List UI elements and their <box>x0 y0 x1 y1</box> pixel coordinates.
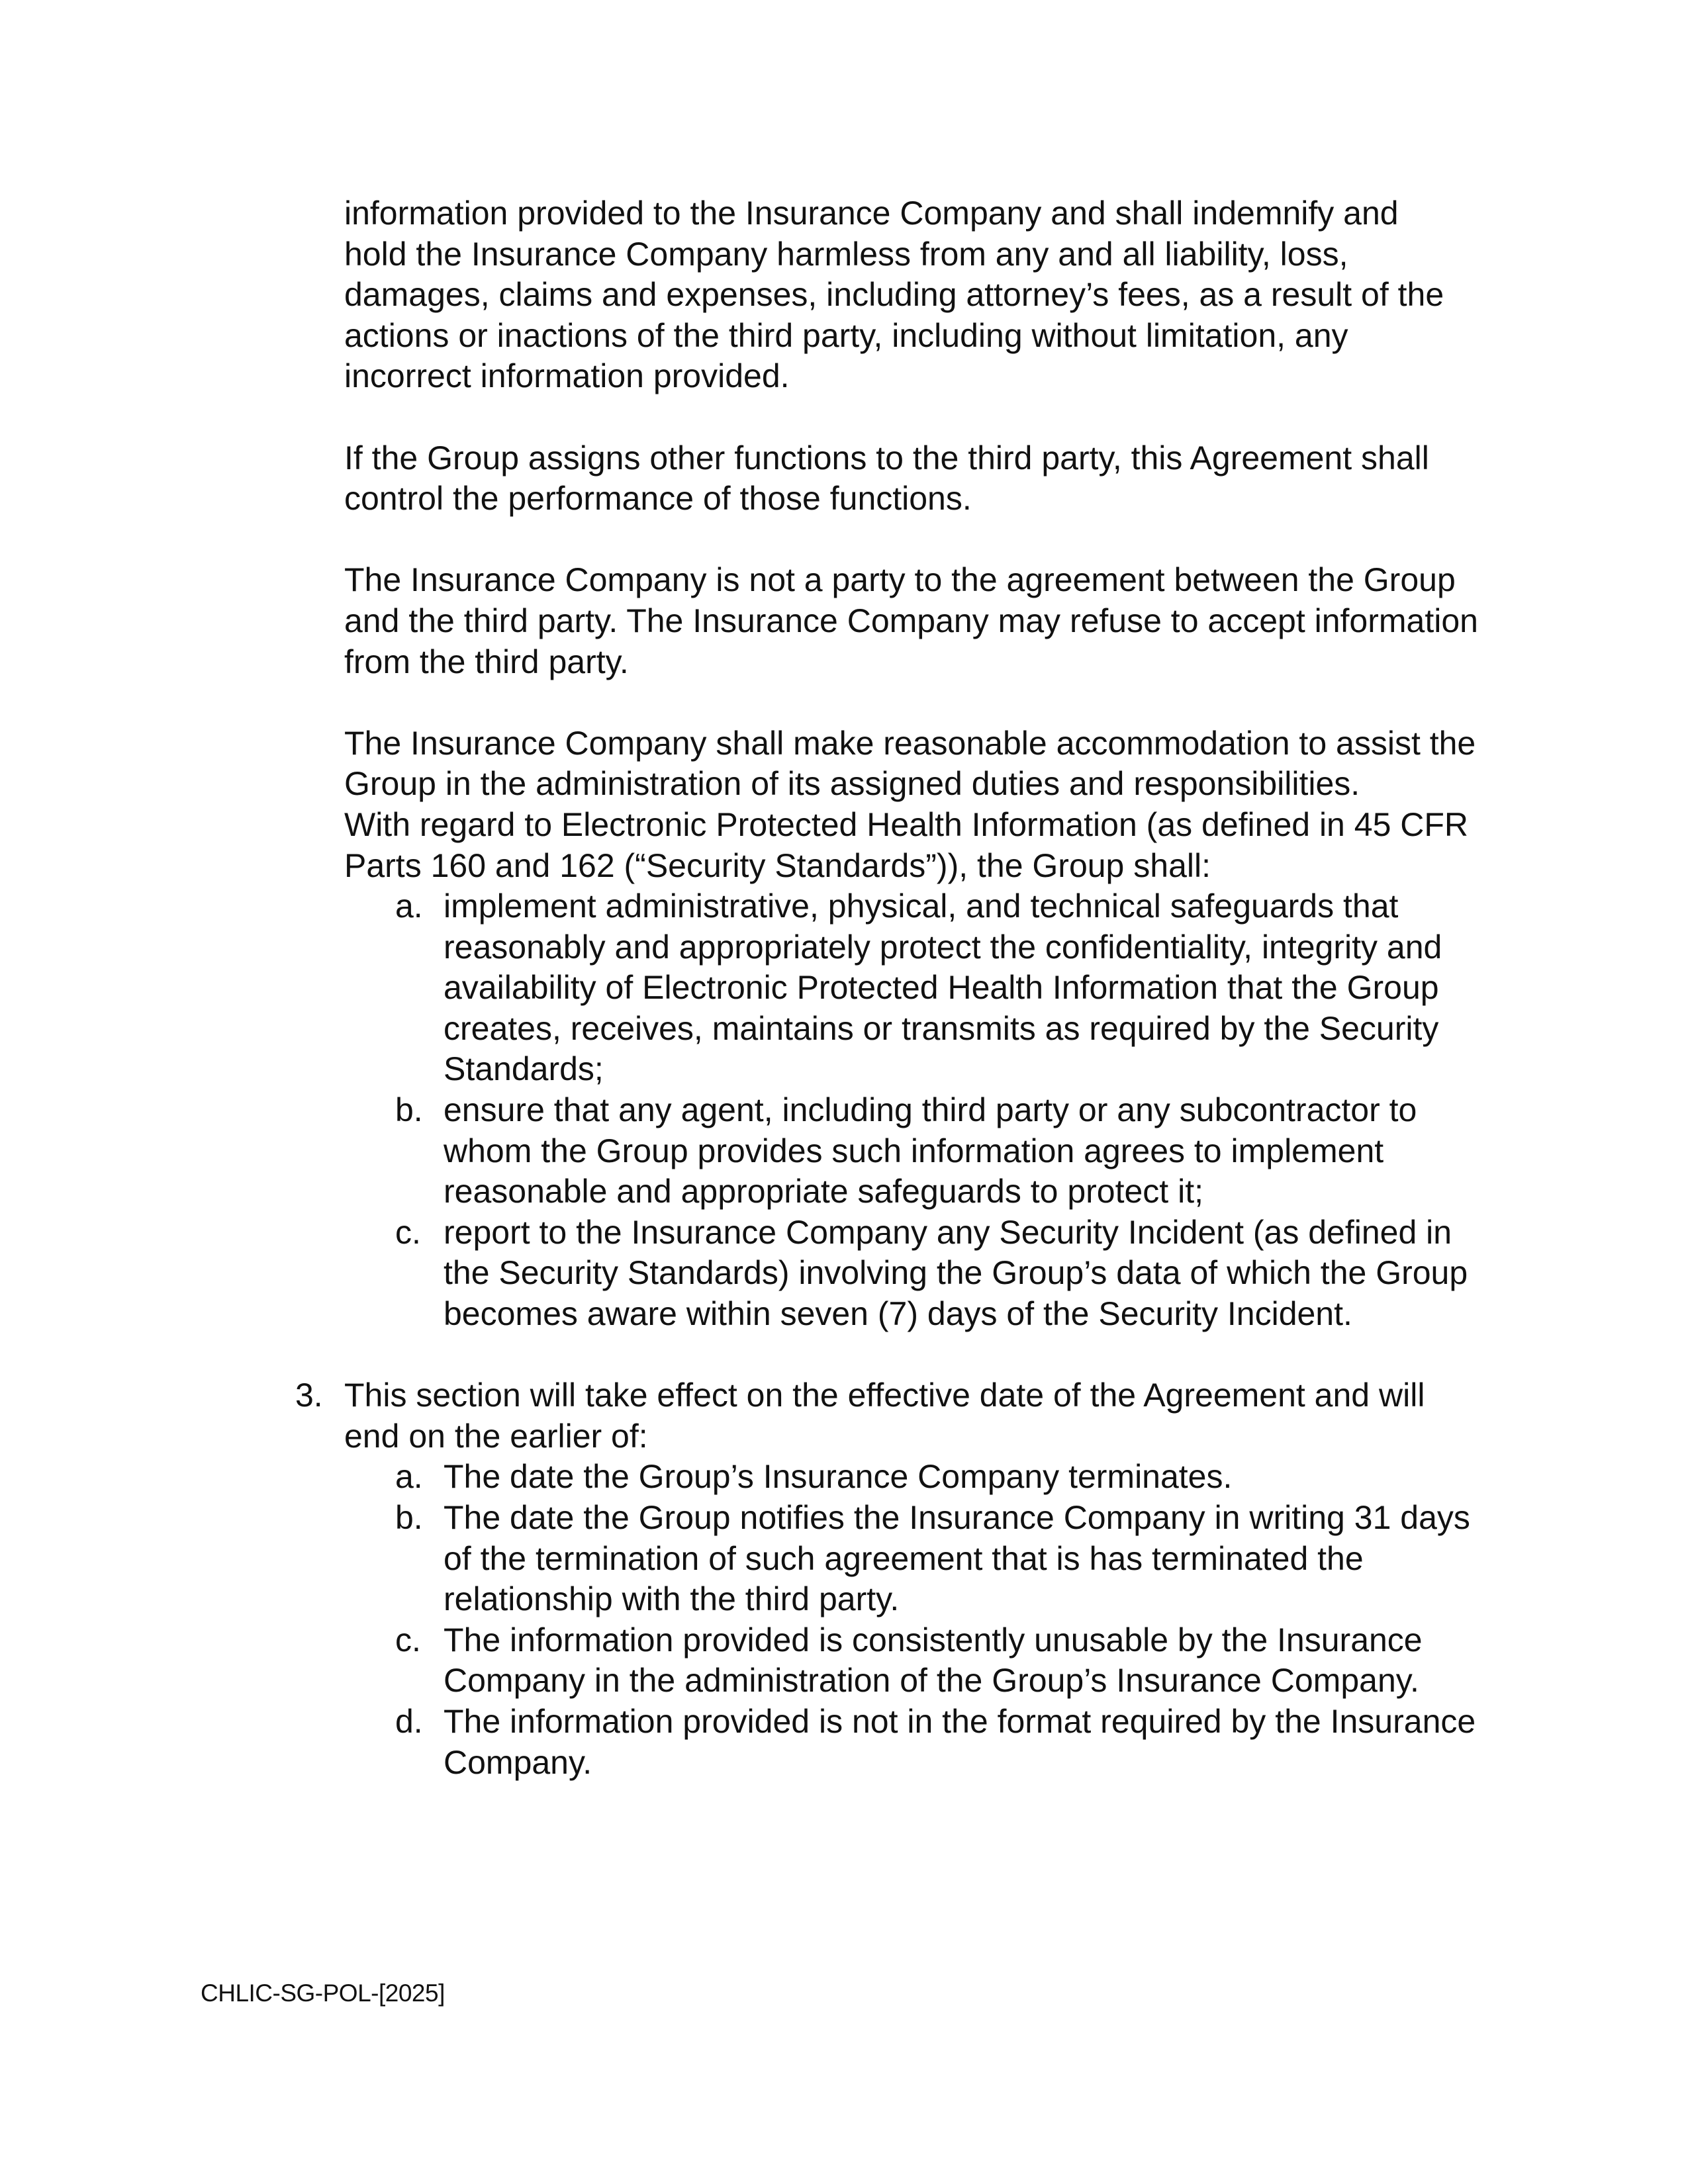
paragraph-line: and the third party. The Insurance Company may refuse to accept information <box>344 602 1478 639</box>
paragraph-line: Parts 160 and 162 (“Security Standards”)), the Group shall: <box>344 846 1211 884</box>
paragraph-line: Group in the administration of its assigned duties and responsibilities. <box>344 765 1360 803</box>
list-item <box>344 1090 1509 1212</box>
list-item <box>344 1212 1509 1335</box>
list-marker: c. <box>395 1213 421 1251</box>
list-item-line: ensure that any agent, including third party or any subcontractor to <box>444 1091 1417 1129</box>
list-item-line: Company in the administration of the Group’s Insurance Company. <box>444 1662 1419 1700</box>
list-item-line: The information provided is not in the format required by the Insurance <box>444 1702 1476 1740</box>
list-item-line: The information provided is consistently unusable by the Insurance <box>444 1621 1423 1659</box>
list-marker: b. <box>395 1499 423 1536</box>
list-item-line: report to the Insurance Company any Security Incident (as defined in <box>444 1213 1452 1251</box>
list-item-line: Standards; <box>444 1050 604 1088</box>
security-standards-paragraph <box>344 805 1509 886</box>
list-item-line: reasonable and appropriate safeguards to protect it; <box>444 1173 1203 1210</box>
list-item <box>344 886 1509 1090</box>
paragraph-line: control the performance of those functions. <box>344 480 972 518</box>
list-item-line: relationship with the third party. <box>444 1580 900 1618</box>
document-footer-code: CHLIC-SG-POL-[2025] <box>201 1979 445 2007</box>
paragraph-line: information provided to the Insurance Company and shall indemnify and <box>344 195 1399 232</box>
list-marker: d. <box>395 1702 423 1740</box>
list-item-line: availability of Electronic Protected Health Information that the Group <box>444 969 1439 1007</box>
paragraph-line: The Insurance Company shall make reasonable accommodation to assist the <box>344 724 1476 762</box>
paragraph-line: actions or inactions of the third party, including without limitation, any <box>344 316 1348 354</box>
paragraph-line: The Insurance Company is not a party to the agreement between the Group <box>344 561 1456 599</box>
list-item-line: creates, receives, maintains or transmits as required by the Security <box>444 1009 1439 1047</box>
paragraph-line: from the third party. <box>344 643 629 680</box>
list-item-line: whom the Group provides such information agrees to implement <box>444 1132 1384 1169</box>
list-item-line: reasonably and appropriately protect the confidentiality, integrity and <box>444 928 1442 966</box>
list-item-line: of the termination of such agreement that is has terminated the <box>444 1539 1364 1577</box>
paragraph-line: With regard to Electronic Protected Health Information (as defined in 45 CFR <box>344 805 1469 843</box>
list-marker: b. <box>395 1091 423 1129</box>
list-marker: a. <box>395 887 423 925</box>
list-item <box>344 1620 1509 1702</box>
section-number: 3. <box>295 1377 323 1414</box>
paragraph-line: This section will take effect on the effective date of the Agreement and will <box>344 1377 1425 1414</box>
assign-functions-paragraph <box>344 438 1509 520</box>
list-marker: c. <box>395 1621 421 1659</box>
list-item-line: implement administrative, physical, and technical safeguards that <box>444 887 1399 925</box>
list-item <box>344 1498 1509 1620</box>
paragraph-line: end on the earlier of: <box>344 1417 648 1455</box>
not-a-party-paragraph <box>344 560 1509 682</box>
list-item <box>344 1702 1509 1783</box>
paragraph-line: damages, claims and expenses, including attorney’s fees, as a result of the <box>344 276 1444 314</box>
accommodation-paragraph <box>344 723 1509 805</box>
list-marker: a. <box>395 1458 423 1496</box>
paragraph-line: If the Group assigns other functions to the third party, this Agreement shall <box>344 439 1429 477</box>
document-body <box>295 193 1509 1783</box>
list-item-line: becomes aware within seven (7) days of the Security Incident. <box>444 1295 1352 1333</box>
list-item-line: The date the Group notifies the Insurance Company in writing 31 days <box>444 1499 1470 1536</box>
security-obligations-list <box>344 886 1509 1335</box>
section-3 <box>295 1375 1509 1457</box>
paragraph-line: hold the Insurance Company harmless from any and all liability, loss, <box>344 235 1348 273</box>
list-item-line: Company. <box>444 1743 592 1781</box>
list-item-line: the Security Standards) involving the Group’s data of which the Group <box>444 1254 1468 1292</box>
intro-paragraph <box>344 193 1509 397</box>
list-item <box>344 1457 1509 1498</box>
termination-conditions-list <box>344 1457 1509 1783</box>
paragraph-line: incorrect information provided. <box>344 357 790 395</box>
list-item-line: The date the Group’s Insurance Company terminates. <box>444 1458 1233 1496</box>
